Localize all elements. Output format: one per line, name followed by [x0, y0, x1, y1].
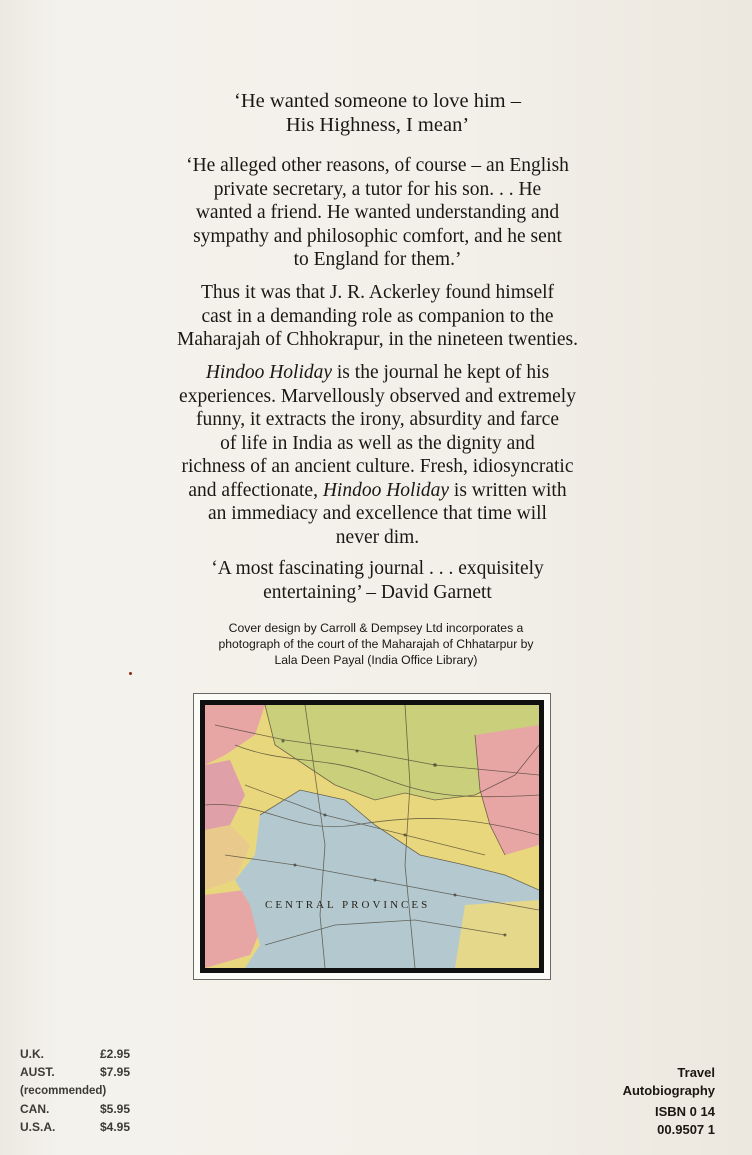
- blurb-paragraph-3: [120, 361, 635, 549]
- text-line: an immediacy and excellence that time will: [208, 503, 547, 524]
- text-line: Lala Deen Payal (India Office Library): [274, 653, 478, 667]
- price-value: $5.95: [99, 1101, 130, 1116]
- headline-line: His Highness, I mean’: [285, 114, 470, 136]
- text-line: to England for them.’: [293, 249, 462, 270]
- text-line: Maharajah of Chhokrapur, in the nineteen twenties.: [176, 329, 578, 350]
- cover-credit: [150, 620, 602, 668]
- map-town-dot: [294, 864, 297, 867]
- blurb-paragraph-2: [120, 281, 635, 352]
- isbn-line: ISBN 0 14: [655, 1104, 715, 1119]
- text-line: ‘He alleged other reasons, of course – an English: [186, 155, 569, 176]
- print-speck: [129, 672, 132, 675]
- text-line: wanted a friend. He wanted understanding and: [195, 202, 560, 223]
- text-line: richness of an ancient culture. Fresh, idiosyncratic: [181, 456, 574, 477]
- category-isbn: [575, 1064, 715, 1138]
- headline-line: ‘He wanted someone to love him –: [234, 90, 521, 112]
- map-town-dot: [454, 894, 457, 897]
- price-region: U.S.A.: [20, 1120, 56, 1135]
- text-line: funny, it extracts the irony, absurdity and farce: [196, 409, 559, 430]
- price-row: [20, 1045, 130, 1063]
- map-town-dot: [404, 834, 407, 837]
- price-region: AUST.: [20, 1065, 55, 1080]
- price-value: $4.95: [99, 1120, 130, 1135]
- map-region-label: CENTRAL PROVINCES: [265, 899, 431, 911]
- headline: [120, 89, 635, 137]
- text-line: sympathy and philosophic comfort, and he sent: [193, 225, 562, 247]
- review-quote: [120, 557, 635, 604]
- text-line: entertaining’ – David Garnett: [263, 581, 492, 603]
- map-town-dot: [282, 740, 285, 743]
- text-line: private secretary, a tutor for his son. . . He: [213, 178, 542, 200]
- map-town-dot: [433, 763, 437, 767]
- map-town-dot: [324, 814, 327, 817]
- book-title: Hindoo Holiday: [322, 479, 450, 501]
- text-line: Thus it was that J. R. Ackerley found himself: [200, 282, 555, 303]
- price-row: [20, 1063, 130, 1081]
- map-frame: [193, 693, 551, 980]
- india-map: [205, 705, 539, 968]
- price-row: [20, 1100, 130, 1118]
- text-line: ‘A most fascinating journal . . . exquisitely: [211, 558, 544, 579]
- isbn-line: 00.9507 1: [657, 1121, 715, 1137]
- price-region: CAN.: [20, 1101, 50, 1116]
- text-line: [120, 361, 635, 385]
- text-line: cast in a demanding role as companion to the: [201, 305, 554, 327]
- category-line: Travel: [677, 1065, 715, 1080]
- text-line: never dim.: [335, 526, 420, 548]
- price-row: [20, 1118, 130, 1136]
- book-title: Hindoo Holiday: [205, 362, 333, 383]
- map-town-dot: [374, 879, 377, 882]
- text-line: experiences. Marvellously observed and extremely: [179, 385, 576, 407]
- price-list: [20, 1045, 130, 1136]
- text-line: of life in India as well as the dignity and: [220, 432, 535, 454]
- map-border: [200, 700, 544, 973]
- price-note: (recommended): [20, 1084, 107, 1097]
- text-line: [120, 479, 635, 503]
- text-span: and affectionate,: [188, 479, 323, 501]
- map-town-dot: [504, 934, 507, 937]
- price-value: £2.95: [99, 1047, 130, 1061]
- map-town-dot: [356, 750, 359, 753]
- text-line: Cover design by Carroll & Dempsey Ltd incorporates a: [228, 621, 524, 635]
- price-value: $7.95: [99, 1065, 130, 1080]
- text-line: photograph of the court of the Maharajah of Chhatarpur by: [218, 637, 534, 651]
- text-span: is written with: [449, 479, 567, 501]
- category-line: Autobiography: [622, 1082, 715, 1098]
- blurb-paragraph-1: [120, 154, 635, 272]
- text-span: is the journal he kept of his: [332, 362, 550, 383]
- price-region: U.K.: [20, 1047, 44, 1061]
